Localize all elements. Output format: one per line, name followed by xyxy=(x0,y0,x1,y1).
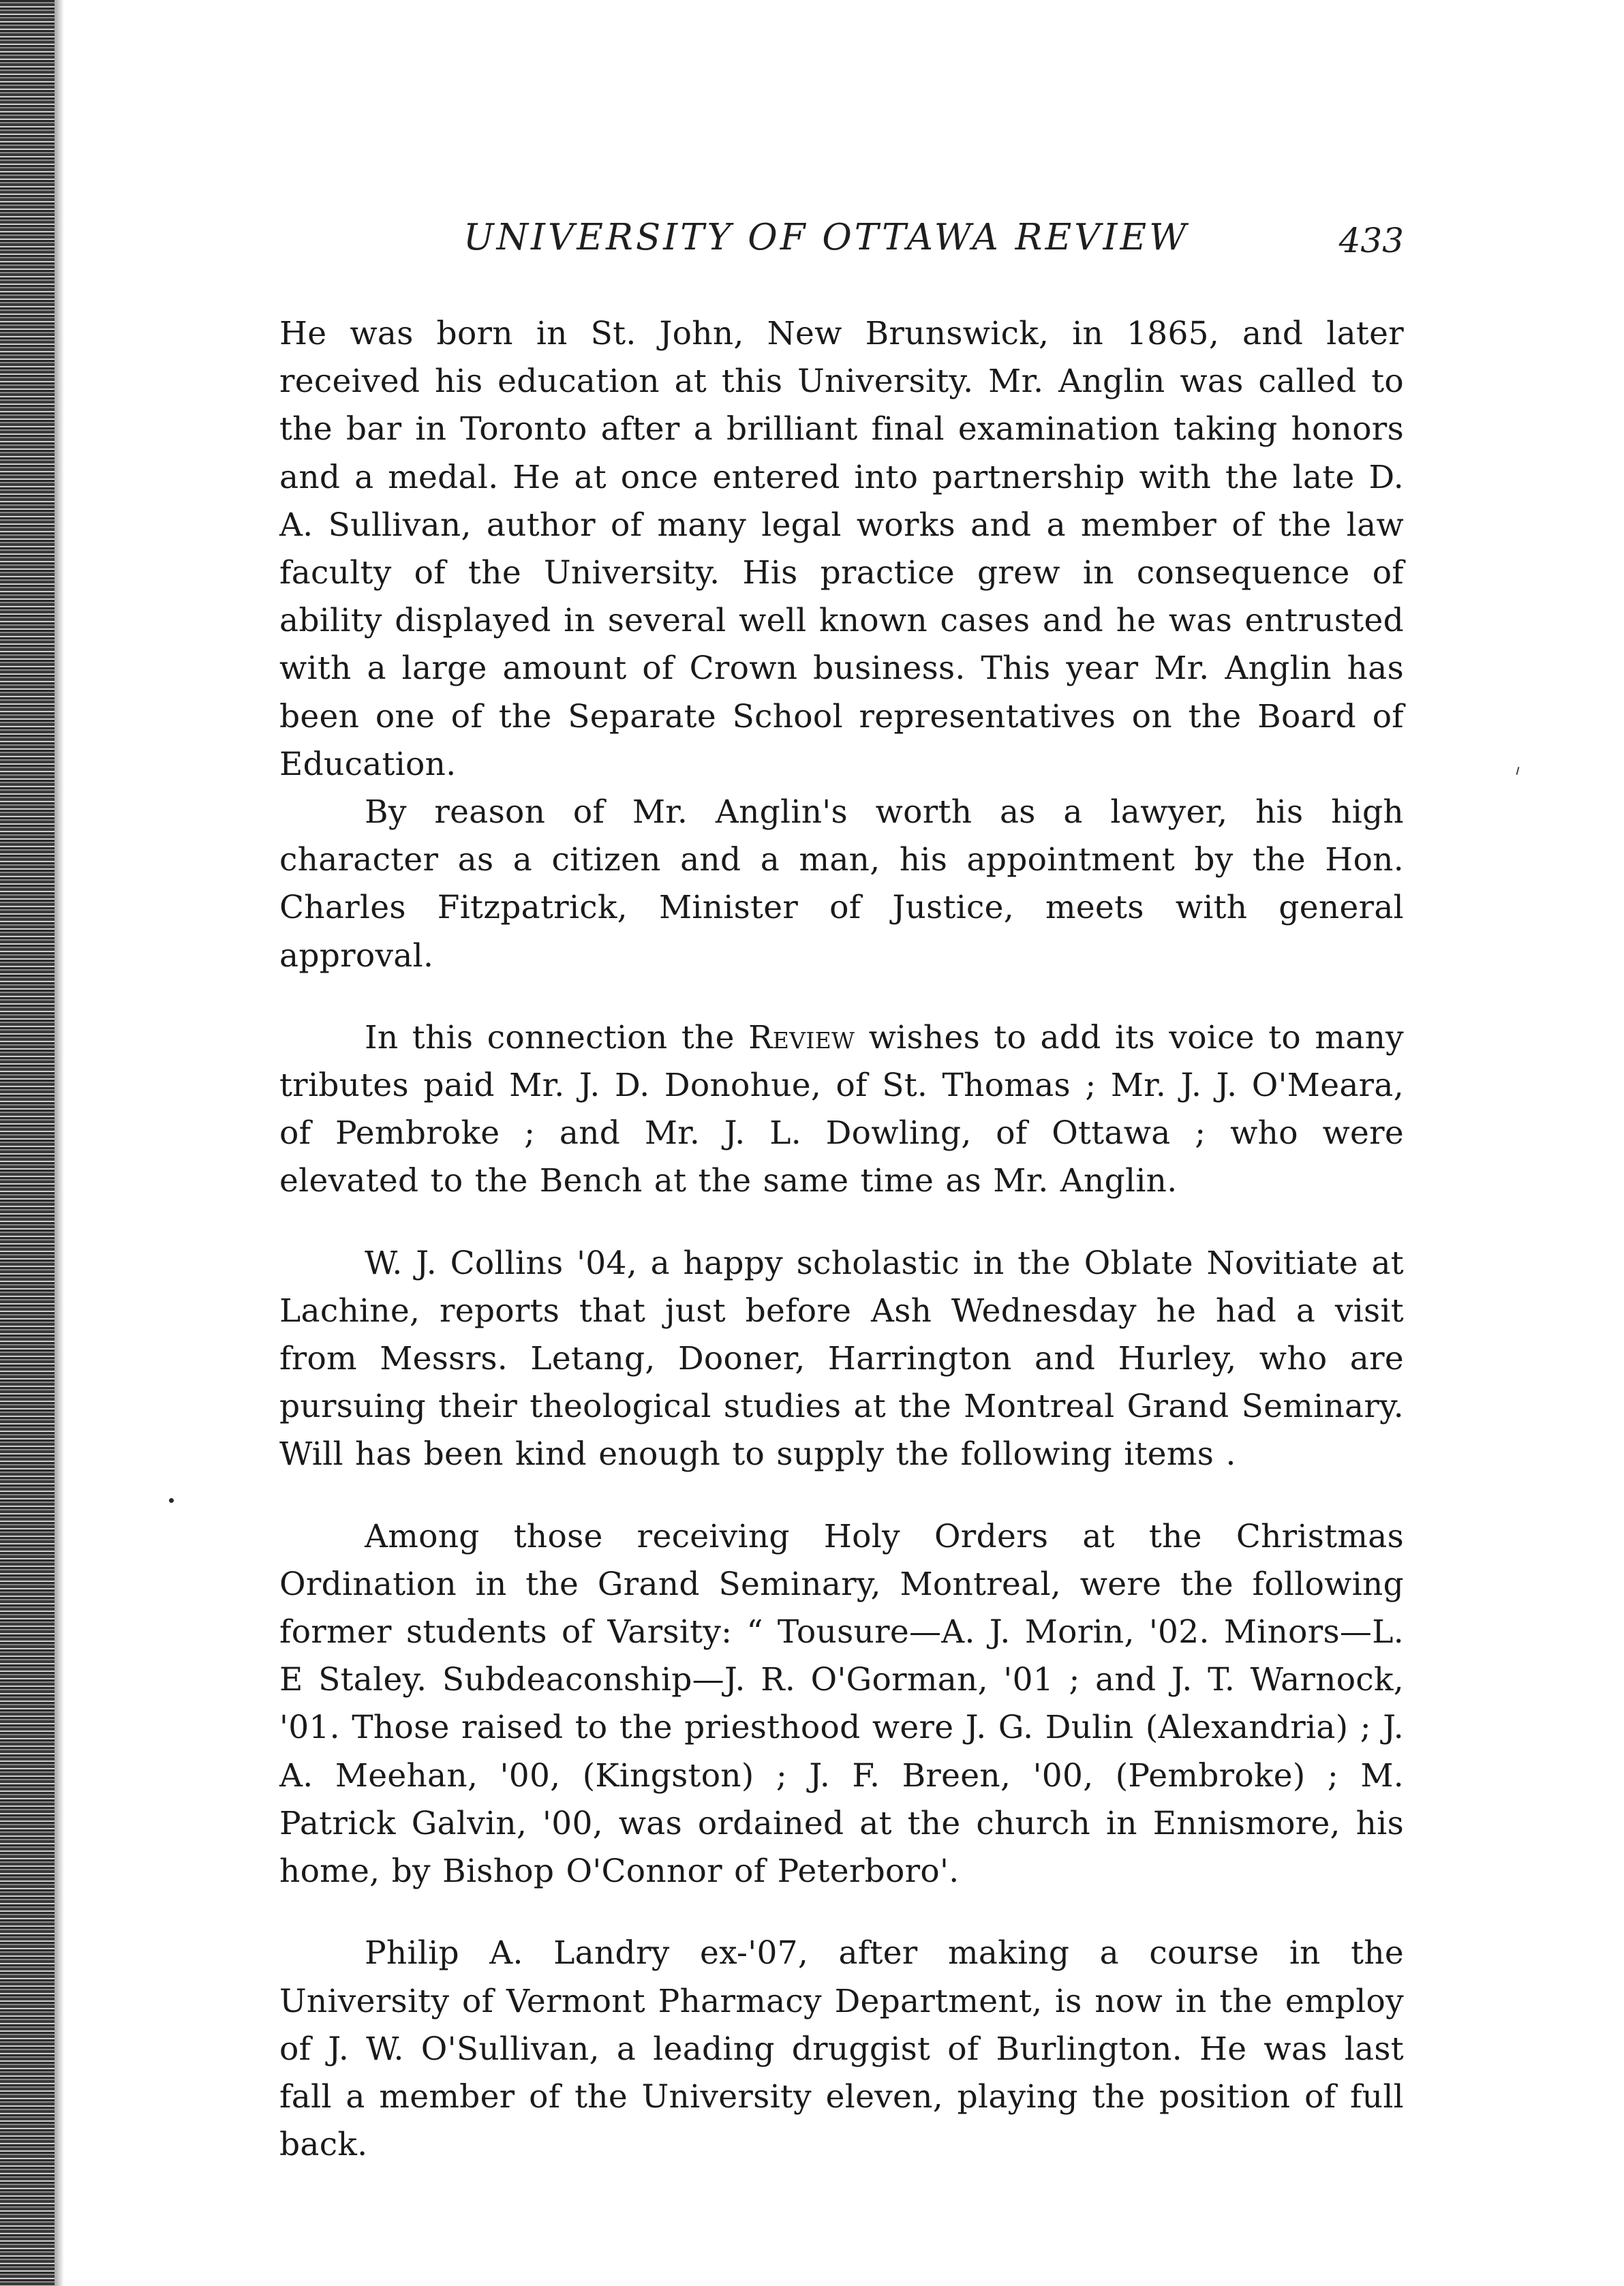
stray-ink-dot xyxy=(169,1498,174,1503)
paragraph-review-tributes: In this connection the Review wishes to add its voice to many tributes paid Mr. J. D. Donohue, of St. Thomas ; Mr. J. J. O'Meara, of Pembroke ; and Mr. J. L. Dowling, of Ottawa ; who were elevated to the Bench at the same time as Mr. Anglin. xyxy=(279,1018,1405,1200)
paragraph-anglin-biography: He was born in St. John, New Brunswick, in 1865, and later received his education at this University. Mr. Anglin was called to the bar in Toronto after a brilliant final examination taking honors and a medal. He at once entered into partnership with the late D. A. Sullivan, author of many legal works and a member of the law faculty of the University. His practice grew in consequence of ability displayed in several well known cases and he was entrusted with a large amount of Crown business. This year Mr. Anglin has been one of the Separate School representatives on the Board of Education. xyxy=(279,315,1404,783)
running-title: UNIVERSITY OF OTTAWA REVIEW xyxy=(463,217,1189,258)
paragraph-anglin-appointment: By reason of Mr. Anglin's worth as a lawyer, his high character as a citizen and a man, his appointment by the Hon. Charles Fitzpatrick, Minister of Justice, meets with general approval. xyxy=(279,793,1404,975)
article-body xyxy=(279,310,1404,2169)
paragraph-landry: Philip A. Landry ex-'07, after making a course in the University of Vermont Pharmacy Department, is now in the employ of J. W. O'Sullivan, a leading druggist of Burlington. He was last fall a member of the University eleven, playing the position of full back. xyxy=(279,1934,1404,2164)
review-smallcaps: Review xyxy=(748,1018,855,1056)
paragraph-collins-report: W. J. Collins '04, a happy scholastic in the Oblate Novitiate at Lachine, reports that just before Ash Wednesday he had a visit from Messrs. Letang, Dooner, Harrington and Hurley, who are pursuing their theological studies at the Montreal Grand Seminary. Will has been kind enough to supply the following items . xyxy=(279,1244,1404,1474)
paragraph-holy-orders: Among those receiving Holy Orders at the Christmas Ordination in the Grand Seminary, Montreal, were the following former students of Varsity: “ Tousure—A. J. Morin, '02. Minors—L. E Staley. Subdeaconship—J. R. O'Gorman, '01 ; and J. T. Warnock, '01. Those raised to the priesthood were J. G. Dulin (Alexandria) ; J. A. Meehan, '00, (Kingston) ; J. F. Breen, '00, (Pembroke) ; M. Patrick Galvin, '00, was ordained at the church in Ennismore, his home, by Bishop O'Connor of Peterboro'. xyxy=(279,1517,1404,1891)
stray-ink-mark xyxy=(1516,767,1519,775)
page-number: 433 xyxy=(1338,221,1404,260)
page-header xyxy=(279,217,1404,271)
page-binding-edge xyxy=(0,0,55,2286)
